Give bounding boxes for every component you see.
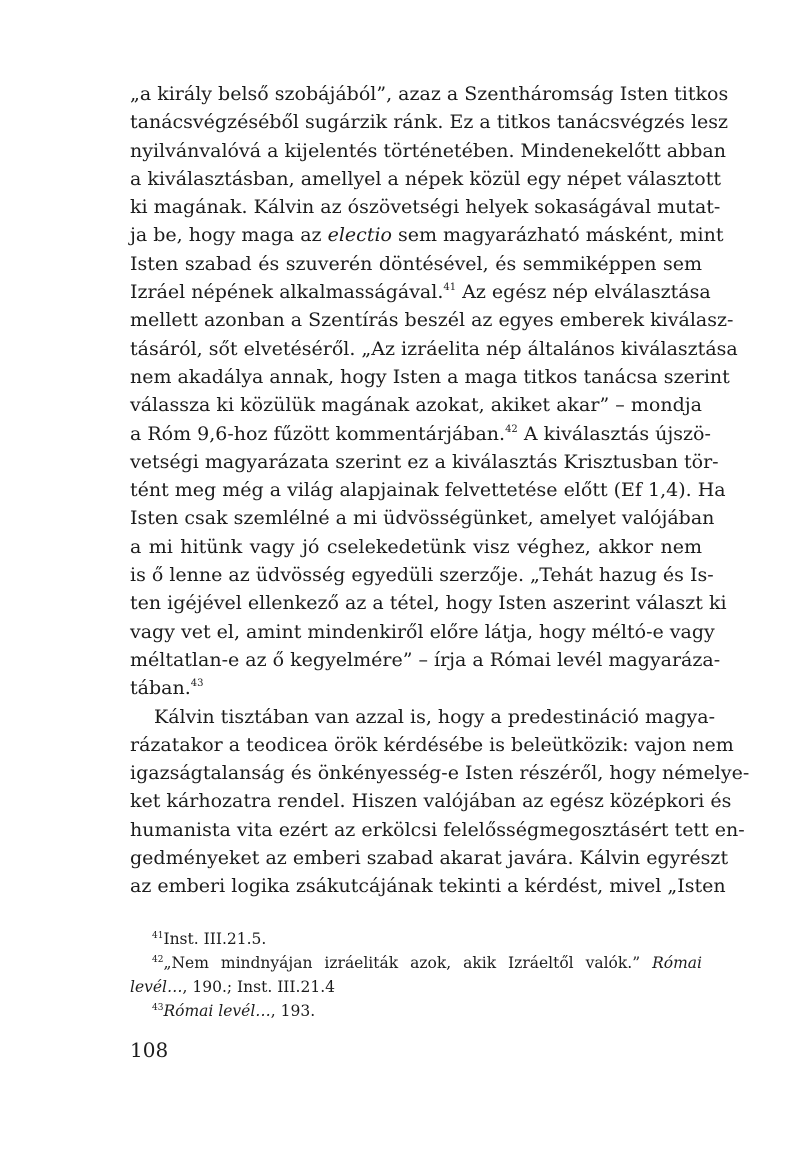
footnote-42-continued: levél…, 190.; Inst. III.21.4 — [130, 978, 335, 996]
footnotes — [130, 927, 702, 1023]
text-line: a mi hitünk vagy jó cselekedetünk visz véghez, akkor nem — [130, 535, 702, 558]
text-line: igazságtalanság és önkényesség-e Isten részéről, hogy némelye- — [130, 762, 750, 785]
text-line: nem akadálya annak, hogy Isten a maga titkos tanácsa szerint — [130, 365, 730, 388]
text-line: rázatakor a teodicea örök kérdésébe is beleütközik: vajon nem — [130, 733, 734, 756]
footnote-41: $^{41}$Inst. III.21.5. — [152, 930, 267, 948]
text-line: ki magának. Kálvin az ószövetségi helyek sokaságával mutat- — [130, 196, 721, 219]
footnote-number: 43 — [152, 1003, 164, 1013]
page-number: 108 — [130, 1038, 169, 1062]
text-line: válassza ki közülük magának azokat, akiket akar” – mondja — [130, 394, 702, 417]
footnote-43: $^{43}$Római levél…, 193. — [152, 1002, 316, 1020]
footnote-number: 41 — [152, 931, 164, 941]
footnote-number: 42 — [152, 955, 164, 965]
text-line: tanácsvégzéséből sugárzik ránk. Ez a titkos tanácsvégzés lesz — [130, 111, 729, 134]
text-line: az emberi logika zsákutcájának tekinti a kérdést, mivel „Isten — [130, 875, 726, 898]
text-line: humanista vita ezért az erkölcsi felelősségmegosztásért tett en- — [130, 818, 745, 841]
footnote-ref-43[interactable]: 43 — [190, 678, 204, 690]
text-line: ja be, hogy maga az electio sem magyarázható másként, mint — [130, 224, 724, 247]
text-line: a kiválasztásban, amellyel a népek közül egy népet választott — [130, 167, 721, 190]
text-line: Kálvin tisztában van azzal is, hogy a predestináció magya- — [154, 705, 716, 728]
text-line: ket kárhozatra rendel. Hiszen valójában az egész középkori és — [130, 790, 732, 813]
text-line: Isten szabad és szuverén döntésével, és semmiképpen sem — [130, 252, 702, 275]
text-line: is ő lenne az üdvösség egyedüli szerzője. „Tehát hazug és Is- — [130, 564, 714, 587]
text-line: Izráel népének alkalmasságával.$^{41}$ Az egész nép elválasztása — [130, 281, 711, 304]
text-line: ten igéjével ellenkező az a tétel, hogy Isten aszerint választ ki — [130, 592, 727, 615]
footnote-42: $^{42}$„Nem mindnyájan izráeliták azok, akik Izráeltől valók.” Római — [152, 954, 702, 972]
text-line: vagy vet el, amint mindenkiről előre látja, hogy méltó-e vagy — [130, 620, 715, 643]
text-line: nyilvánvalóvá a kijelentés történetében. Mindenekelőtt abban — [130, 139, 726, 162]
text-line: gedményeket az emberi szabad akarat javára. Kálvin egyrészt — [130, 847, 729, 870]
text-line: tént meg még a világ alapjainak felvettetése előtt (Ef 1,4). Ha — [130, 479, 726, 502]
text-line: mellett azonban a Szentírás beszél az egyes emberek kiválasz- — [130, 309, 734, 332]
text-line: „a király belső szobájából”, azaz a Szentháromság Isten titkos — [130, 83, 729, 105]
text-line: tásáról, sőt elvetéséről. „Az izráelita nép általános kiválasztása — [130, 337, 738, 360]
text-line: Isten csak szemlélné a mi üdvösségünket, amelyet valójában — [130, 507, 715, 530]
text-line: tában.$^{43}$ — [130, 677, 204, 700]
italic-term: electio — [327, 224, 392, 247]
footnote-ref-42[interactable]: 42 — [505, 423, 518, 435]
footnote-ref-41[interactable]: 41 — [443, 282, 457, 294]
text-line: méltatlan-e az ő kegyelmére” – írja a Római levél magyaráza- — [130, 648, 721, 671]
text-line: vetségi magyarázata szerint ez a kiválasztás Krisztusban tör- — [130, 450, 719, 473]
main-text — [130, 80, 750, 901]
text-line: a Róm 9,6-hoz fűzött kommentárjában.$^{42}$ A kiválasztás újszö- — [130, 422, 711, 445]
